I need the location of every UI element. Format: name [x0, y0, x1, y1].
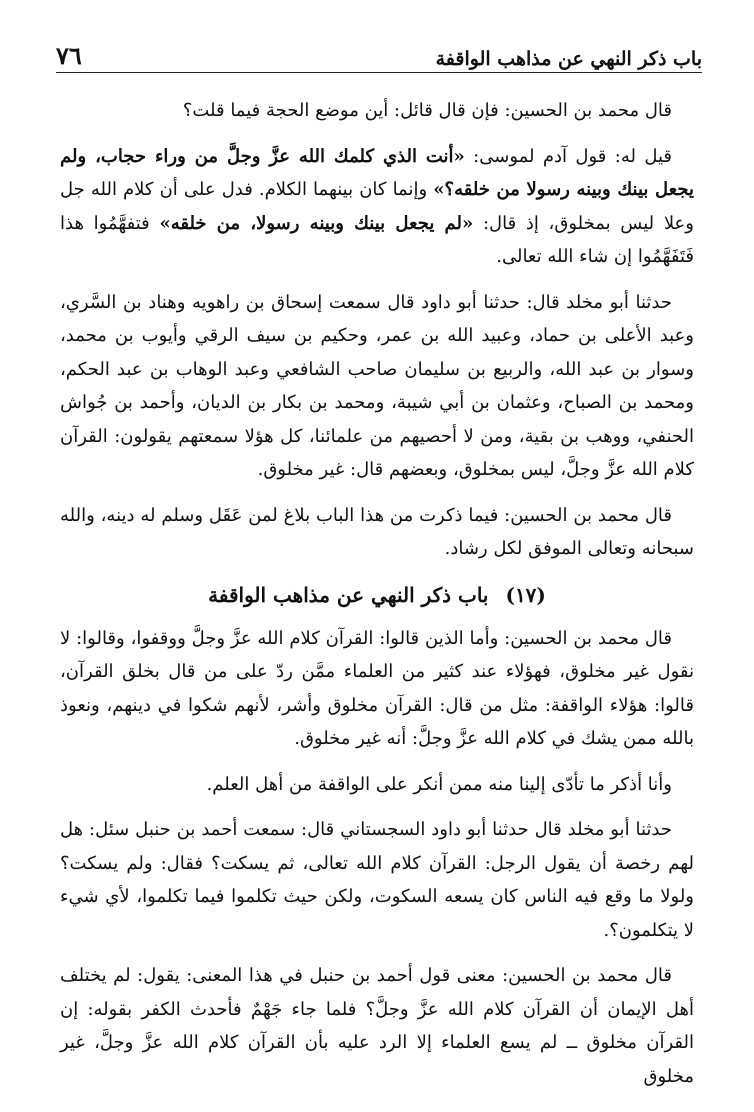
paragraph-text: قال محمد بن الحسين: فيما ذكرت من هذا الباب بلاغ لمن عَقَل وسلم له دينه، والله سبحانه وتعالى الموفق لكل رشاد. [60, 504, 694, 559]
paragraph-text: قال محمد بن الحسين: وأما الذين قالوا: القرآن كلام الله عزَّ وجلَّ ووقفوا، وقالوا: لا نقول غير مخلوق، فهؤلاء عند كثير من العلماء ممَّن ردّ على من قال بخلق القرآن، قالوا: هؤلاء الواقفة: مثل من قال: القرآن مخلوق وأشر، لأنهم شكوا في دينهم، ونعوذ بالله ممن يشك في كلام الله عزَّ وجلَّ: أنه غير مخلوق. [60, 627, 694, 749]
paragraph [60, 622, 694, 756]
paragraph [60, 140, 694, 274]
paragraph-text: وإنما كان بينهما الكلام. فدل على أن كلام الله جل وعلا ليس بمخلوق، إذ قال: [60, 179, 694, 234]
paragraph-text: قال محمد بن الحسين: فإن قال قائل: أين موضع الحجة فيما قلت؟ [182, 100, 672, 121]
paragraph [60, 94, 694, 128]
paragraph-text: وأنا أذكر ما تأدّى إلينا منه ممن أنكر على الواقفة من أهل العلم. [206, 773, 672, 795]
paragraph [60, 286, 694, 487]
chapter-title: باب ذكر النهي عن مذاهب الواقفة [208, 582, 489, 607]
paragraph-text: قال محمد بن الحسين: معنى قول أحمد بن حنبل في هذا المعنى: يقول: لم يختلف أهل الإيمان أن القرآن كلام الله عزَّ وجلَّ؟ فلما جاء جَهْمٌ فأحدث الكفر بقوله: إن القرآن مخلوق ــ لم يسع العلماء إلا الرد عليه بأن القرآن كلام الله عزَّ وجلَّ، غير مخلوق [60, 965, 694, 1087]
paragraph [60, 499, 694, 566]
running-title: باب ذكر النهي عن مذاهب الواقفة [435, 48, 702, 70]
paragraph-text: حدثنا أبو مخلد قال: حدثنا أبو داود قال سمعت إسحاق بن راهويه وهناد بن السَّري، وعبد الأعلى بن حماد، وعبيد الله بن عمر، وحكيم بن سيف الرقي وأيوب بن محمد، وسوار بن عبد الله، والربيع بن سليمان صاحب الشافعي وعبد الوهاب بن عبد الحكم، ومحمد بن الصباح، وعثمان بن أبي شيبة، ومحمد بن بكار بن الديان، وأحمد بن جُواش الحنفي، ووهب بن بقية، ومن لا أحصيهم من علمائنا، كل هؤلا سمعتهم يقولون: القرآن كلام الله عزَّ وجلَّ، ليس بمخلوق، وبعضهم قال: غير مخلوق. [60, 291, 695, 480]
paragraph-text: فتفهَّمُوا هذا فَتَفَهَّمُوا إن شاء الله تعالى. [60, 212, 694, 267]
chapter-heading [60, 578, 694, 612]
paragraph [60, 813, 694, 947]
paragraph-text: حدثنا أبو مخلد قال حدثنا أبو داود السجستاني قال: سمعت أحمد بن حنبل سئل: هل لهم رخصة أن يقول الرجل: القرآن كلام الله تعالى، ثم يسكت؟ فقال: ولم يسكت؟ ولولا ما وقع فيه الناس كان يسعه السكوت، ولكن حيث تكلموا فيما تكلموا، لأي شيء لا يتكلمون؟. [60, 819, 694, 941]
page-body [60, 94, 694, 1105]
bold-quote-text: «أنت الذي كلمك الله عزَّ وجلَّ من وراء حجاب، ولم يجعل بينك وبينه رسولا من خلقه؟» [60, 145, 694, 200]
running-header [56, 40, 702, 73]
paragraph-text: قيل له: قول آدم لموسى: [464, 145, 672, 167]
page-number: ٧٦ [56, 41, 82, 70]
paragraph [60, 959, 694, 1093]
bold-quote-text: «لم يجعل بينك وبينه رسولا، من خلقه» [159, 212, 474, 234]
chapter-number: (١٧) [505, 582, 546, 607]
paragraph [60, 768, 694, 802]
